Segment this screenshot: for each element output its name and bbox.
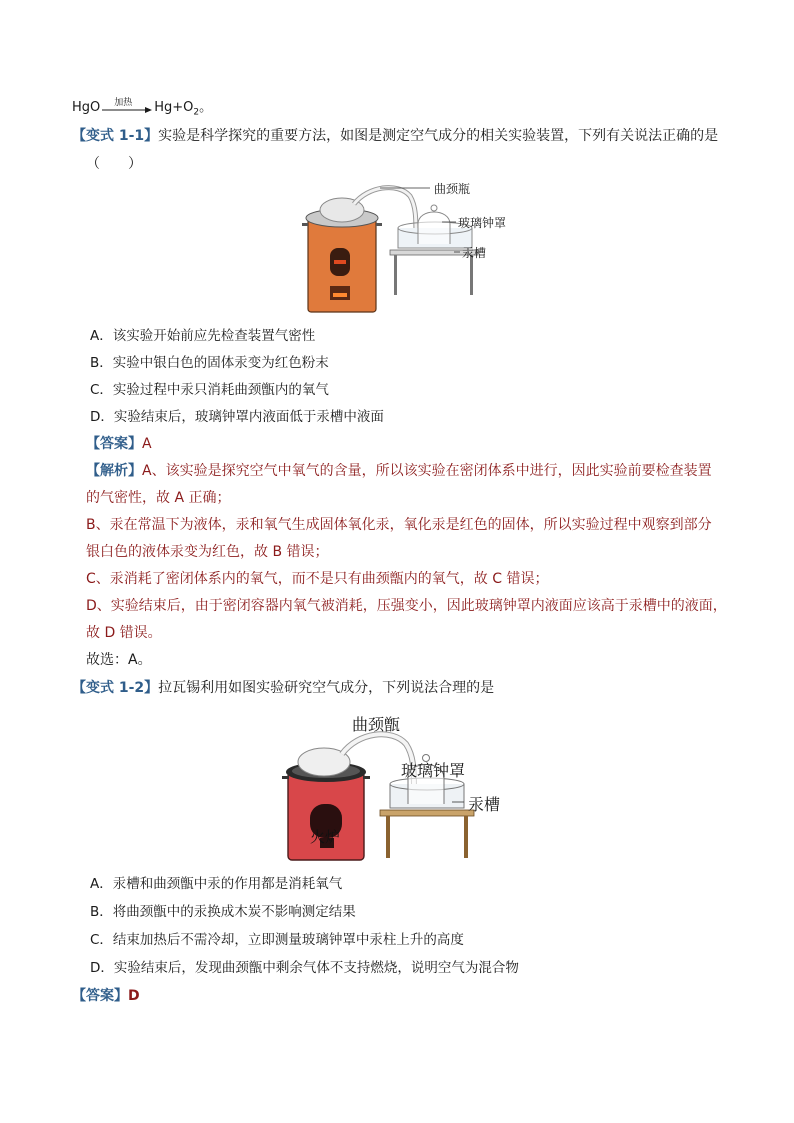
q1-choice: 故选：A。	[86, 652, 152, 668]
q2-label-flask: 曲颈甑	[352, 715, 401, 734]
q2-label-bell: 玻璃钟罩	[401, 761, 466, 780]
q2-option-a: A．汞槽和曲颈甑中汞的作用都是消耗氧气	[90, 876, 343, 892]
equation-reactant: HgO	[72, 100, 101, 115]
q1-analysis-line-3: B、汞在常温下为液体，汞和氧气生成固体氧化汞，氧化汞是红色的固体，所以实验过程中观察到部分	[86, 517, 712, 533]
table-top	[380, 810, 474, 816]
q1-tag: 【变式 1-1】	[72, 128, 159, 144]
q2-label-furnace: 火炉	[310, 828, 341, 846]
q2-answer	[72, 986, 140, 1006]
q1-blank: （ ）	[86, 156, 142, 172]
q1-analysis-line-2: 的气密性，故 A 正确；	[86, 490, 231, 506]
q1-answer-label: 【答案】	[86, 436, 142, 452]
q1-stem-text: 实验是科学探究的重要方法，如图是测定空气成分的相关实验装置，下列有关说法正确的是	[158, 128, 719, 144]
equation-products: Hg+O	[154, 100, 194, 115]
q1-analysis-line-5: C、汞消耗了密闭体系内的氧气，而不是只有曲颈甑内的氧气，故 C 错误；	[86, 571, 549, 587]
q2-stem	[72, 678, 494, 698]
q1-label-bell: 玻璃钟罩	[458, 216, 507, 230]
q2-option-d: D．实验结束后，发现曲颈甑中剩余气体不支持燃烧，说明空气为混合物	[90, 960, 519, 976]
q1-option-a: A．该实验开始前应先检查装置气密性	[90, 328, 316, 344]
q1-option-b: B．实验中银白色的固体汞变为红色粉末	[90, 355, 329, 371]
q1-analysis-line-1	[86, 461, 712, 481]
q1-label-flask: 曲颈瓶	[434, 182, 471, 196]
q2-stem-text: 拉瓦锡利用如图实验研究空气成分，下列说法合理的是	[158, 680, 495, 696]
q2-tag: 【变式 1-2】	[72, 680, 159, 696]
q2-option-c: C．结束加热后不需冷却，立即测量玻璃钟罩中汞柱上升的高度	[90, 932, 464, 948]
q1-analysis-line-6: D、实验结束后，由于密闭容器内氧气被消耗，压强变小，因此玻璃钟罩内液面应该高于汞槽中的液面，	[86, 598, 727, 614]
q2-option-b: B．将曲颈甑中的汞换成木炭不影响测定结果	[90, 904, 356, 920]
q1-answer-value: A	[142, 436, 152, 452]
q2-answer-value: D	[128, 988, 140, 1004]
bell-jar	[418, 212, 450, 244]
q1-stem	[72, 126, 718, 146]
reaction-arrow	[100, 97, 154, 115]
q1-label-trough: 汞槽	[462, 246, 487, 260]
q1-option-d: D．实验结束后，玻璃钟罩内液面低于汞槽中液面	[90, 409, 384, 425]
q2-answer-label: 【答案】	[72, 988, 128, 1004]
equation-subscript: 2	[193, 107, 200, 118]
arrow-icon	[100, 103, 154, 117]
q1-option-c: C．实验过程中汞只消耗曲颈甑内的氧气	[90, 382, 329, 398]
q1-analysis-text-1: A、该实验是探究空气中氧气的含量，所以该实验在密闭体系中进行，因此实验前要检查装置	[142, 463, 712, 479]
q1-analysis-line-4: 银白色的液体汞变为红色，故 B 错误；	[86, 544, 329, 560]
q1-answer	[86, 434, 152, 454]
reaction-condition: 加热	[114, 97, 133, 108]
equation-end: 。	[199, 100, 213, 115]
equation-line	[72, 98, 212, 123]
q1-analysis-label: 【解析】	[86, 463, 142, 479]
q2-label-trough: 汞槽	[468, 795, 501, 814]
q1-analysis-line-7: 故 D 错误。	[86, 625, 162, 641]
